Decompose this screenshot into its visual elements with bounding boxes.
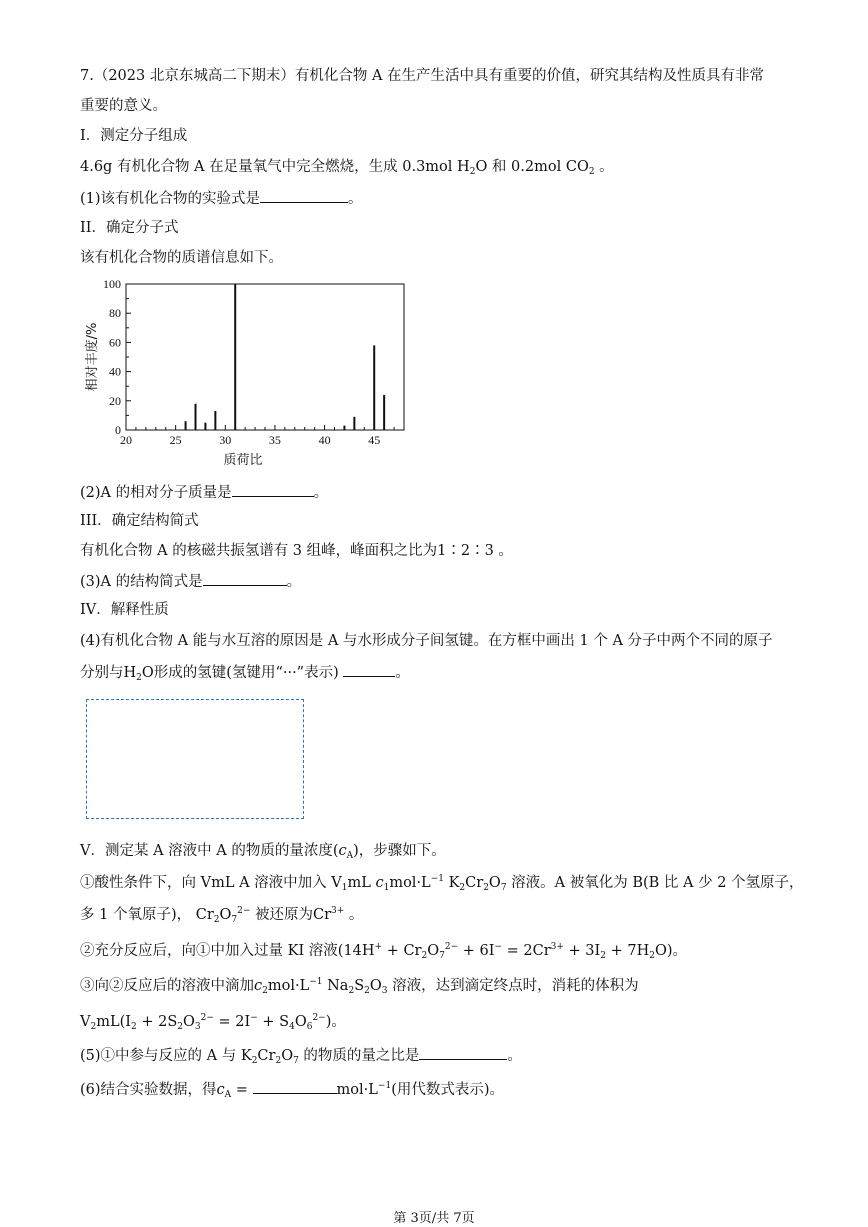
y-tick-label: 80 — [109, 306, 121, 321]
mass-spectrum-chart — [80, 276, 420, 476]
y-tick-label: 0 — [115, 423, 121, 437]
drawing-answer-box[interactable] — [86, 699, 304, 819]
question-3: (3)A 的结构简式是 。 — [80, 571, 301, 592]
section-1-given: 4.6g 有机化合物 A 在足量氧气中完全燃烧，生成 0.3mol $H_2O$ 和 0.2mol $CO_2$ 。 — [80, 159, 614, 177]
question-2: (2)A 的相对分子质量是 。 — [80, 482, 328, 503]
x-tick-label: 35 — [268, 433, 281, 447]
section-1-heading: I．测定分子组成 — [80, 128, 188, 144]
step-1-line1: ①酸性条件下，向 VmL A 溶液中加入 $V_1mL$ $c_1mol\cdot L^{-1}$ $K_2Cr_2O_7$ 溶液。A 被氧化为 B(B 比 A 少 2 个氢原子， — [80, 874, 804, 893]
y-tick-label: 20 — [109, 393, 121, 408]
y-tick-label: 100 — [103, 277, 121, 291]
section-3-heading: III．确定结构简式 — [80, 513, 199, 529]
question-6: (6)结合实验数据，得$c_A = mol\cdot L^{-1}$(用代数式表示)。 — [80, 1081, 505, 1100]
x-tick-label: 25 — [169, 433, 182, 447]
answer-blank-2[interactable] — [232, 482, 314, 497]
x-tick-label: 40 — [318, 433, 331, 447]
question-stem-line2: 重要的意义。 — [80, 98, 167, 114]
x-tick-label: 20 — [120, 433, 132, 447]
nmr-info: 有机化合物 A 的核磁共振氢谱有 3 组峰，峰面积之比为1∶2∶3 。 — [80, 543, 513, 559]
y-tick-label: 60 — [109, 335, 121, 350]
answer-blank-3[interactable] — [203, 571, 287, 586]
step-2: ②充分反应后，向①中加入过量 KI 溶液$(14H^+ + Cr_2O_7^{2-} + 6I^- = 2Cr^{3+} + 3I_2 + 7H_2O)$。 — [80, 942, 688, 961]
answer-blank-6[interactable] — [253, 1079, 337, 1094]
question-4-line1: (4)有机化合物 A 能与水互溶的原因是 A 与水形成分子间氢键。在方框中画出 1 个 A 分子中两个不同的原子 — [80, 633, 773, 649]
question-4-line2: 分别与$H_2O$形成的氢键(氢键用“···”表示) 。 — [80, 662, 410, 683]
chart-frame — [126, 284, 404, 430]
answer-blank-1[interactable] — [260, 188, 348, 203]
section-2-intro: 该有机化合物的质谱信息如下。 — [80, 250, 283, 266]
x-tick-label: 45 — [368, 433, 381, 447]
step-3-line1: ③向②反应后的溶液中滴加$c_2mol\cdot L^{-1}$ $Na_2S_2O_3$ 溶液，达到滴定终点时，消耗的体积为 — [80, 977, 639, 996]
page-footer: 第 3页/共 7页 — [393, 1211, 475, 1226]
question-5: (5)①中参与反应的 A 与 $K_2Cr_2O_7$ 的物质的量之比是 。 — [80, 1045, 522, 1066]
x-axis-title: 质荷比 — [223, 453, 263, 468]
question-stem-line1: 7.（2023 北京东城高二下期末）有机化合物 A 在生产生活中具有重要的价值，研究其结构及性质具有非常 — [80, 68, 765, 84]
answer-blank-5[interactable] — [419, 1045, 507, 1060]
x-tick-label: 30 — [219, 433, 232, 447]
section-5-heading: V．测定某 A 溶液中 A 的物质的量浓度$(c_A)$，步骤如下。 — [80, 843, 446, 861]
y-axis-title: 相对丰度/% — [85, 322, 100, 392]
section-4-heading: IV．解释性质 — [80, 602, 169, 618]
y-tick-label: 40 — [109, 364, 121, 379]
step-1-line2: 多 1 个氧原子)， $Cr_2O_7^{2-}$ 被还原为$Cr^{3+}$ 。 — [80, 906, 364, 925]
step-3-line2: $V_2mL(I_2 + 2S_2O_3^{2-} = 2I^- + S_4O_6^{2-})$。 — [80, 1013, 346, 1032]
section-2-heading: II．确定分子式 — [80, 220, 179, 236]
answer-blank-4[interactable] — [343, 662, 395, 677]
question-1: (1)该有机化合物的实验式是 。 — [80, 188, 363, 209]
